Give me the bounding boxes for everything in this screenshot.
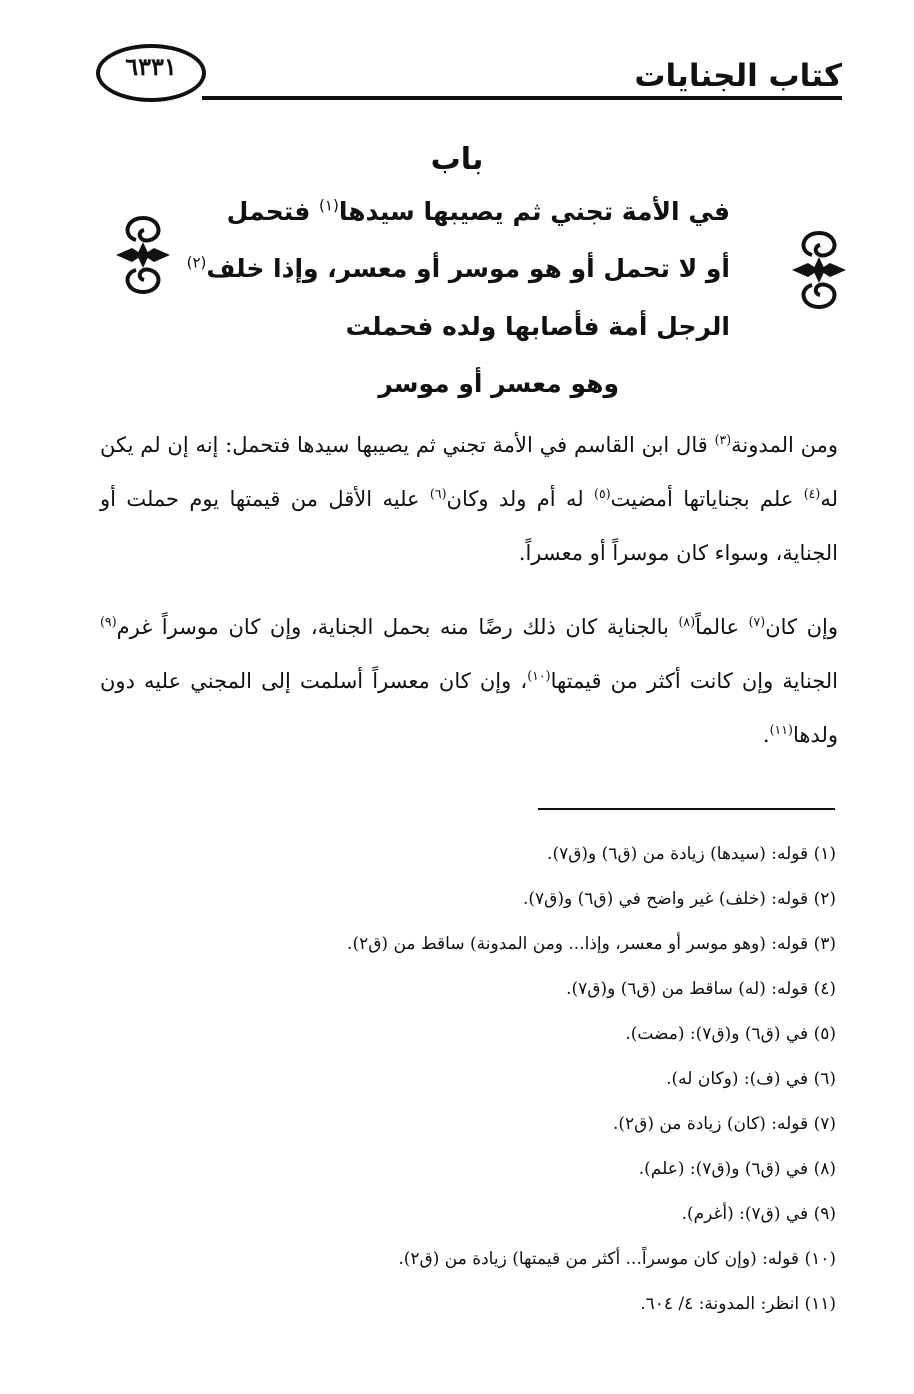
footnote-ref: (١٠) xyxy=(527,668,551,683)
paragraph-text: عالماً xyxy=(695,615,749,639)
footnote-ref: (٨) xyxy=(678,614,696,629)
chapter-title-line xyxy=(378,369,619,398)
footnote: (١١) انظر: المدونة: ٤/ ٦٠٤. xyxy=(640,1294,836,1314)
header-rule xyxy=(202,96,842,100)
footnote-ref: (١١) xyxy=(769,722,793,737)
title-text: الرجل أمة فأصابها ولده فحملت xyxy=(345,312,730,341)
footnote: (٩) في (ق٧): (أغرم). xyxy=(681,1204,836,1224)
title-text: فتحمل xyxy=(226,197,320,226)
footnote-ref: (٣) xyxy=(714,432,732,447)
footnote: (٨) في (ق٦) و(ق٧): (علم). xyxy=(638,1159,836,1179)
footnote: (٧) قوله: (كان) زيادة من (ق٢). xyxy=(612,1114,836,1134)
ornament-left-icon xyxy=(108,210,178,300)
footnote-ref: (٦) xyxy=(429,486,447,501)
footnote: (١٠) قوله: (وإن كان موسراً... أكثر من قيمتها) زيادة من (ق٢). xyxy=(398,1249,836,1269)
footnote: (٢) قوله: (خلف) غير واضح في (ق٦) و(ق٧). xyxy=(522,889,836,909)
footnote-ref: (١) xyxy=(319,196,339,215)
ornament-right-icon xyxy=(784,225,854,315)
footnote: (٣) قوله: (وهو موسر أو معسر، وإذا... ومن المدونة) ساقط من (ق٢). xyxy=(347,934,836,954)
paragraph-text: قال ابن القاسم في الأمة تجني ثم يصيبها سيدها فتحمل: إنه إن لم يكن له xyxy=(100,433,839,511)
title-text: أو لا تحمل أو هو موسر أو معسر، وإذا خلف xyxy=(206,254,730,283)
footnote-ref: (٥) xyxy=(594,486,611,501)
paragraph-text: ، وإن كان معسراً أسلمت إلى المجني عليه دون ولدها xyxy=(100,669,838,747)
body-paragraph xyxy=(100,600,838,762)
paragraph-text: وإن كان xyxy=(765,615,839,639)
paragraph-text: عليه الأقل من قيمتها يوم حملت أو الجناية، وسواء كان موسراً أو معسراً. xyxy=(100,487,838,565)
footnotes xyxy=(98,832,836,1327)
paragraph-text: علم بجناياتها أمضيت xyxy=(610,487,804,511)
paragraph-text: له أم ولد وكان xyxy=(446,487,595,511)
page-number: ٦٣٣١ xyxy=(125,52,177,81)
paragraph-text: . xyxy=(762,723,770,747)
paragraph-text: ومن المدونة xyxy=(731,433,838,457)
footnote: (٤) قوله: (له) ساقط من (ق٦) و(ق٧). xyxy=(566,979,836,999)
paragraph-text: بالجناية كان ذلك رضًا منه بحمل الجناية، وإن كان موسراً غرم xyxy=(116,615,679,639)
body-paragraph xyxy=(100,418,838,580)
chapter-title-line xyxy=(346,312,730,341)
page-header xyxy=(0,0,914,110)
footnote-ref: (٢) xyxy=(186,253,207,272)
footnote-separator xyxy=(538,808,835,810)
book-title: كتاب الجنايات xyxy=(634,58,842,94)
paragraph-text: الجناية وإن كانت أكثر من قيمتها xyxy=(550,669,839,693)
footnote: (٥) في (ق٦) و(ق٧): (مضت). xyxy=(625,1024,836,1044)
footnote: (٦) في (ف): (وكان له). xyxy=(666,1069,836,1089)
chapter-heading: باب xyxy=(430,142,484,177)
footnote-ref: (٧) xyxy=(748,614,766,629)
footnote-ref: (٩) xyxy=(100,614,117,629)
title-text: في الأمة تجني ثم يصيبها سيدها xyxy=(338,197,730,226)
footnote-ref: (٤) xyxy=(803,486,821,501)
title-text: وهو معسر أو موسر xyxy=(378,369,619,398)
footnote: (١) قوله: (سيدها) زيادة من (ق٦) و(ق٧). xyxy=(547,844,836,864)
chapter-title-line xyxy=(187,254,730,283)
chapter-title-line xyxy=(227,197,730,226)
